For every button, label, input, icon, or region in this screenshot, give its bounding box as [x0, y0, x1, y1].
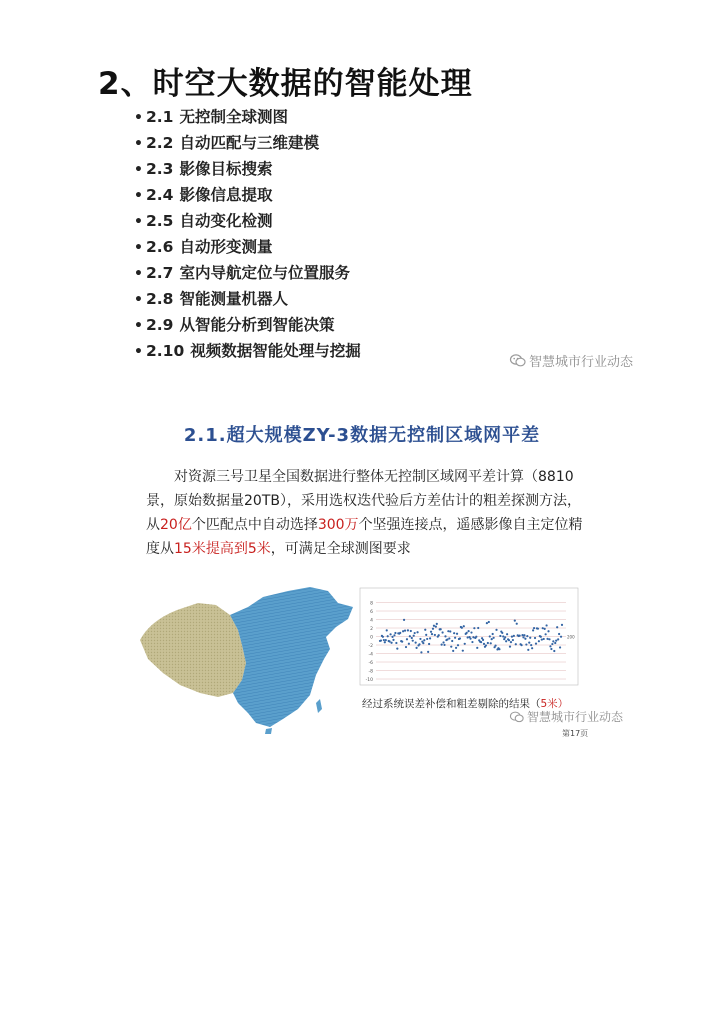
data-point: [382, 636, 384, 638]
data-point: [462, 650, 464, 652]
bullet: •: [134, 292, 143, 308]
body-text: ，可满足全球测图要求: [270, 541, 411, 557]
data-point: [553, 650, 555, 652]
data-point: [452, 650, 454, 652]
data-point: [515, 643, 517, 645]
bullet: •: [134, 240, 143, 256]
data-point: [472, 636, 474, 638]
bullet: •: [134, 162, 143, 178]
data-point: [520, 644, 522, 646]
map-east-region: [230, 587, 353, 727]
data-point: [418, 643, 420, 645]
data-point: [489, 635, 491, 637]
data-point: [546, 638, 548, 640]
data-point: [530, 644, 532, 646]
data-point: [523, 634, 525, 636]
data-point: [399, 632, 401, 634]
data-point: [405, 646, 407, 648]
data-point: [455, 647, 457, 649]
data-point: [459, 637, 461, 639]
data-point: [443, 644, 445, 646]
toc-num: 2.9: [146, 316, 174, 334]
wechat-icon: [510, 354, 526, 367]
bullet: •: [134, 266, 143, 282]
data-point: [441, 644, 443, 646]
data-point: [385, 639, 387, 641]
data-point: [410, 630, 412, 632]
data-point: [477, 627, 479, 629]
data-point: [538, 640, 540, 642]
toc-num: 2.3: [146, 160, 174, 178]
data-point: [476, 647, 478, 649]
data-point: [551, 643, 553, 645]
toc-item: [134, 182, 361, 208]
data-point: [560, 636, 562, 638]
data-point: [542, 627, 544, 629]
data-point: [407, 629, 409, 631]
data-point: [533, 627, 535, 629]
wechat-icon: [510, 711, 524, 723]
data-point: [547, 630, 549, 632]
data-point: [444, 635, 446, 637]
data-point: [549, 645, 551, 647]
data-point: [475, 636, 477, 638]
y-tick-label: 8: [370, 601, 373, 607]
data-point: [529, 637, 531, 639]
data-point: [427, 651, 429, 653]
data-point: [467, 636, 469, 638]
y-tick-label: 2: [370, 627, 373, 632]
data-point: [426, 638, 428, 640]
toc-num: 2.7: [146, 264, 174, 282]
data-point: [380, 639, 382, 641]
toc-label: 从智能分析到智能决策: [179, 316, 335, 334]
data-point: [521, 634, 523, 636]
data-point: [514, 620, 516, 622]
data-point: [483, 643, 485, 645]
data-point: [526, 635, 528, 637]
body-text: 个坚强连接点，遥感影像自主定位精度从: [146, 517, 583, 557]
data-point: [537, 628, 539, 630]
data-point: [502, 635, 504, 637]
data-point: [495, 629, 497, 631]
toc-label: 自动匹配与三维建模: [179, 134, 319, 152]
data-point: [471, 641, 473, 643]
data-point: [436, 623, 438, 625]
data-point: [466, 632, 468, 634]
data-point: [473, 627, 475, 629]
data-point: [508, 639, 510, 641]
map-taiwan: [316, 699, 322, 713]
slide-image: [132, 405, 624, 750]
data-point: [451, 640, 453, 642]
toc-num: 2.1: [146, 108, 174, 126]
toc-item: [134, 338, 361, 364]
data-point: [513, 635, 515, 637]
toc-num: 2.8: [146, 290, 174, 308]
data-point: [408, 643, 410, 645]
data-point: [550, 648, 552, 650]
data-point: [498, 648, 500, 650]
data-point: [419, 638, 421, 640]
china-map: [138, 585, 363, 735]
data-point: [516, 623, 518, 625]
bullet: •: [134, 214, 143, 230]
y-tick-label: -8: [368, 669, 373, 675]
data-point: [522, 636, 524, 638]
data-point: [393, 634, 395, 636]
data-point: [491, 638, 493, 640]
y-tick-label: -10: [365, 678, 373, 683]
data-point: [487, 642, 489, 644]
toc-label: 自动形变测量: [179, 238, 273, 256]
data-point: [501, 632, 503, 634]
toc-item: [134, 104, 361, 130]
highlight-text: 300万: [317, 517, 359, 533]
data-point: [389, 633, 391, 635]
data-point: [440, 628, 442, 630]
toc-num: 2.10: [146, 342, 185, 360]
data-point: [420, 651, 422, 653]
data-point: [435, 625, 437, 627]
data-point: [531, 647, 533, 649]
data-point: [402, 630, 404, 632]
data-point: [556, 626, 558, 628]
caption-text: 经过系统误差补偿和粗差剔除的结果（: [362, 698, 541, 710]
data-point: [441, 631, 443, 633]
data-point: [511, 636, 513, 638]
data-point: [448, 637, 450, 639]
toc-num: 2.2: [146, 134, 174, 152]
data-point: [395, 642, 397, 644]
data-point: [425, 634, 427, 636]
data-point: [434, 634, 436, 636]
data-point: [525, 643, 527, 645]
toc-label: 智能测量机器人: [179, 290, 288, 308]
data-point: [561, 624, 563, 626]
page-number: 第17页: [562, 729, 589, 738]
bullet: •: [134, 318, 143, 334]
data-point: [470, 631, 472, 633]
highlight-text: 20亿: [160, 517, 192, 533]
data-point: [490, 642, 492, 644]
bullet: •: [134, 344, 143, 360]
data-point: [412, 640, 414, 642]
toc-label: 影像目标搜索: [179, 160, 273, 178]
page-title: 2、时空大数据的智能处理: [98, 66, 473, 102]
data-point: [499, 635, 501, 637]
toc-num: 2.6: [146, 238, 174, 256]
caption-highlight: 5米: [540, 698, 558, 710]
data-point: [386, 629, 388, 631]
data-point: [409, 635, 411, 637]
data-point: [456, 633, 458, 635]
data-point: [457, 644, 459, 646]
bullet: •: [134, 136, 143, 152]
data-point: [387, 635, 389, 637]
data-point: [454, 637, 456, 639]
data-point: [527, 649, 529, 651]
slide-paragraph: [146, 465, 586, 561]
data-point: [391, 636, 393, 638]
data-point: [464, 643, 466, 645]
highlight-text: 15米提高到5米: [174, 541, 271, 557]
data-point: [506, 633, 508, 635]
y-tick-label: 0: [370, 635, 373, 641]
watermark-text: 智慧城市行业动态: [527, 710, 624, 724]
toc-label: 无控制全球测图: [179, 108, 288, 126]
data-point: [492, 633, 494, 635]
toc-label: 影像信息提取: [179, 186, 273, 204]
data-point: [406, 638, 408, 640]
watermark: [510, 351, 633, 370]
data-point: [383, 639, 385, 641]
data-point: [485, 644, 487, 646]
data-point: [543, 638, 545, 640]
data-point: [486, 622, 488, 624]
data-point: [463, 625, 465, 627]
data-point: [509, 646, 511, 648]
x-end-label: 200: [567, 634, 575, 640]
data-point: [528, 642, 530, 644]
data-point: [415, 647, 417, 649]
watermark: [510, 708, 623, 725]
data-point: [446, 638, 448, 640]
data-point: [480, 641, 482, 643]
toc-label: 视频数据智能处理与挖掘: [190, 342, 361, 360]
data-point: [519, 635, 521, 637]
data-point: [390, 642, 392, 644]
data-point: [447, 630, 449, 632]
data-point: [493, 637, 495, 639]
data-point: [461, 627, 463, 629]
toc-label: 自动变化检测: [179, 212, 273, 230]
toc-item: [134, 130, 361, 156]
data-point: [469, 638, 471, 640]
data-point: [548, 638, 550, 640]
y-tick-label: -6: [368, 661, 373, 666]
bullet: •: [134, 188, 143, 204]
data-point: [545, 633, 547, 635]
data-point: [413, 635, 415, 637]
data-point: [415, 642, 417, 644]
data-point: [433, 625, 435, 627]
data-point: [394, 632, 396, 634]
slide-body: [146, 465, 586, 561]
data-point: [540, 636, 542, 638]
y-tick-label: 4: [370, 618, 373, 624]
toc-num: 2.5: [146, 212, 174, 230]
data-point: [416, 631, 418, 633]
data-point: [396, 647, 398, 649]
data-point: [557, 638, 559, 640]
toc-item: [134, 312, 361, 338]
data-point: [504, 636, 506, 638]
y-tick-label: -2: [368, 644, 373, 649]
data-point: [467, 630, 469, 632]
toc-label: 室内导航定位与位置服务: [179, 264, 350, 282]
data-point: [429, 637, 431, 639]
body-text: 对资源三号卫星全国数据进行整体无控制区域网平差计算（8810景，原始数据量20TB），采用选权迭代验后方差估计的粗差探测方法，从: [146, 469, 581, 533]
toc-num: 2.4: [146, 186, 174, 204]
data-point: [450, 646, 452, 648]
data-point: [384, 641, 386, 643]
toc-list: [134, 104, 361, 364]
map-hainan: [265, 728, 272, 734]
data-point: [428, 643, 430, 645]
data-point: [453, 632, 455, 634]
data-point: [512, 639, 514, 641]
data-point: [552, 640, 554, 642]
data-point: [431, 633, 433, 635]
toc-item: [134, 234, 361, 260]
data-point: [403, 619, 405, 621]
data-point: [545, 624, 547, 626]
y-tick-label: -4: [368, 652, 373, 658]
y-tick-label: 6: [370, 610, 373, 615]
data-point: [534, 637, 536, 639]
data-point: [544, 628, 546, 630]
data-point: [535, 643, 537, 645]
data-point: [554, 642, 556, 644]
data-point: [422, 642, 424, 644]
data-point: [524, 638, 526, 640]
data-point: [438, 634, 440, 636]
data-point: [449, 630, 451, 632]
toc-item: [134, 156, 361, 182]
data-point: [430, 631, 432, 633]
watermark-text: 智慧城市行业动态: [529, 355, 634, 370]
data-point: [505, 640, 507, 642]
data-point: [442, 641, 444, 643]
body-text: 个匹配点中自动选择: [191, 517, 318, 533]
data-point: [392, 639, 394, 641]
data-point: [558, 633, 560, 635]
data-point: [494, 645, 496, 647]
toc-item: [134, 260, 361, 286]
data-point: [559, 646, 561, 648]
data-point: [411, 637, 413, 639]
data-point: [510, 641, 512, 643]
data-point: [482, 639, 484, 641]
bullet: •: [134, 110, 143, 126]
data-point: [488, 621, 490, 623]
data-point: [404, 630, 406, 632]
data-point: [541, 638, 543, 640]
data-point: [401, 641, 403, 643]
residual-plot: [360, 588, 578, 685]
slide-title: 2.1.超大规模ZY-3数据无控制区域网平差: [183, 425, 541, 446]
data-point: [414, 632, 416, 634]
data-point: [389, 640, 391, 642]
toc-item: [134, 208, 361, 234]
data-point: [432, 628, 434, 630]
data-point: [555, 639, 557, 641]
data-point: [423, 639, 425, 641]
map-west-region: [140, 603, 246, 697]
caption-end: ）: [557, 698, 569, 710]
data-point: [424, 629, 426, 631]
toc-item: [134, 286, 361, 312]
data-point: [532, 629, 534, 631]
